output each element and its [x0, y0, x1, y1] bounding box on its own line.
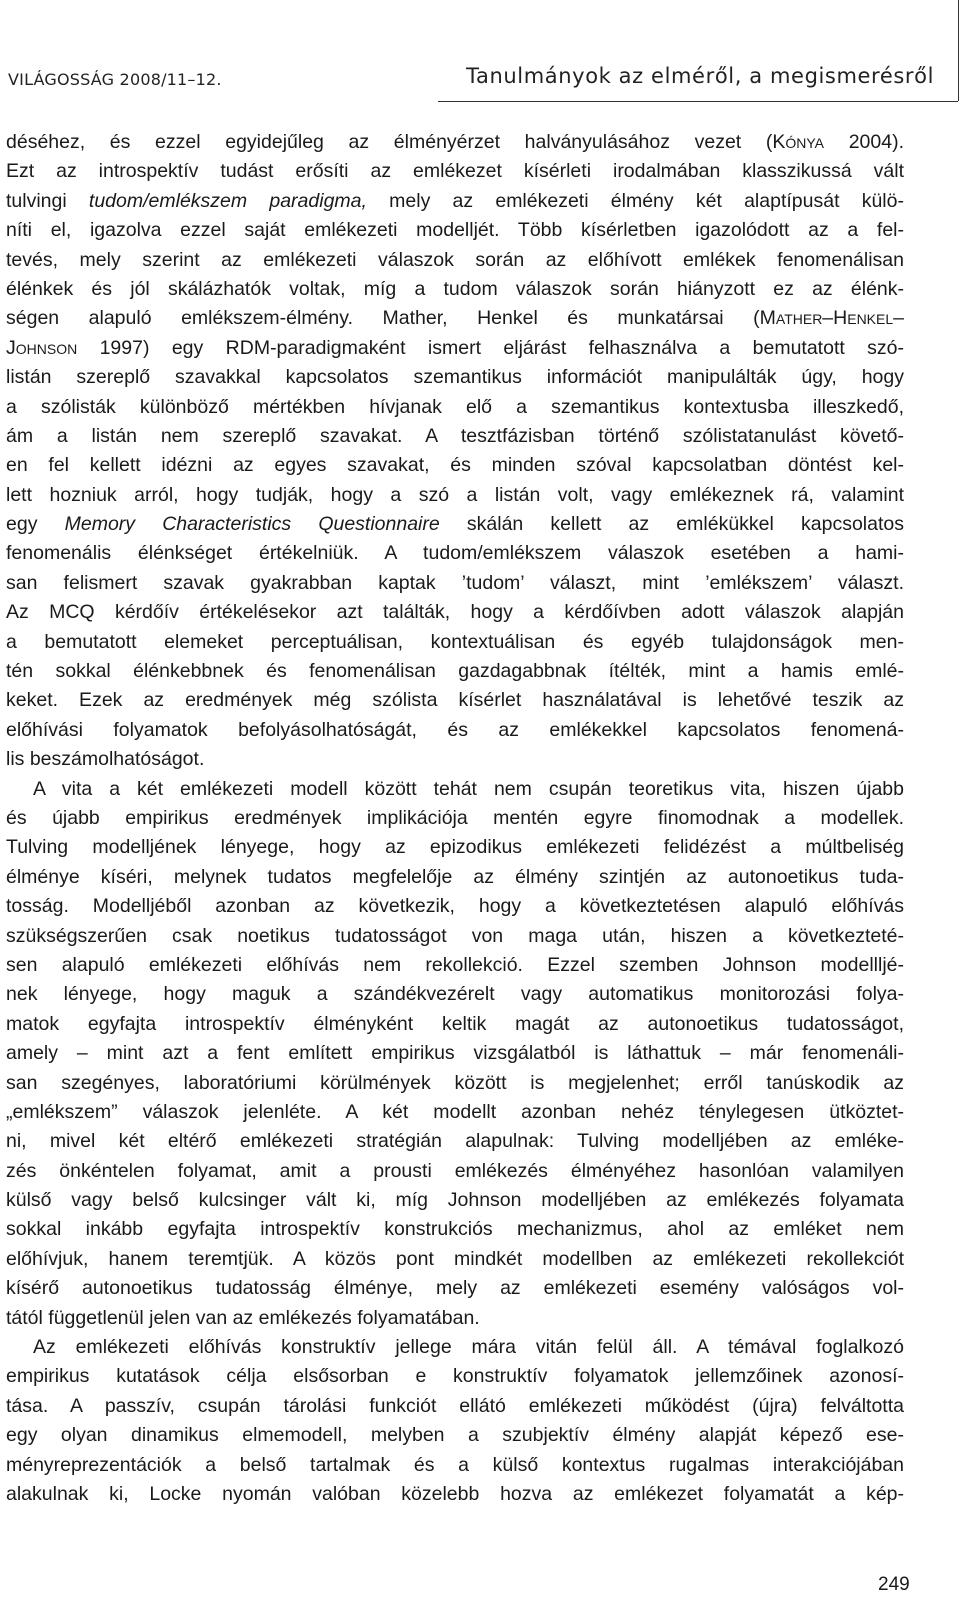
text-line: egy Memory Characteristics Questionnaire skálán kellett az emlékükkel kapcsolatos	[6, 513, 904, 536]
text-line: élénkek és jól skálázhatók voltak, míg a tudom válaszok során hiányzott ez az élénk-	[6, 277, 904, 300]
text-line: A vita a két emlékezeti modell között tehát nem csupán teoretikus vita, hiszen újabb	[33, 777, 904, 800]
text-line: zés önkéntelen folyamat, amit a prousti emlékezés élményéhez hasonlóan valamilyen	[6, 1159, 904, 1182]
text-line: san szegényes, laboratóriumi körülmények között is megjelenhet; erről tanúskodik az	[6, 1071, 904, 1094]
text-line: amely – mint azt a fent említett empirikus vizsgálatból is láthattuk – már fenomenáli-	[6, 1042, 904, 1065]
header-rule	[438, 101, 958, 102]
journal-issue: VILÁGOSSÁG 2008/11–12.	[8, 70, 222, 89]
text-line: níti el, igazolva ezzel saját emlékezeti modelljét. Több kísérletben igazolódott az a fel-	[6, 219, 904, 242]
section-title: Tanulmányok az elméről, a megismerésről	[466, 64, 934, 88]
page-number: 249	[878, 1574, 910, 1595]
text-line: előhívjuk, hanem teremtjük. A közös pont mindkét modellben az emlékezeti rekollekciót	[6, 1247, 904, 1270]
text-line: Ezt az introspektív tudást erősíti az emlékezet kísérleti irodalmában klasszikussá vált	[6, 160, 904, 183]
text-line: szükségszerűen csak noetikus tudatosságot von maga után, hiszen a következteté-	[6, 924, 904, 947]
running-header	[0, 0, 960, 104]
text-line: fenomenális élénkséget értékelniük. A tudom/emlékszem válaszok esetében a hami-	[6, 542, 904, 565]
text-line: ményreprezentációk a belső tartalmak és a külső kontextus rugalmas interakciójában	[6, 1453, 904, 1476]
text-line: sokkal inkább egyfajta introspektív konstrukciós mechanizmus, ahol az emléket nem	[6, 1218, 904, 1241]
text-line: tától függetlenül jelen van az emlékezés folyamatában.	[6, 1306, 480, 1329]
text-line: lett hozniuk arról, hogy tudják, hogy a szó a listán volt, vagy emlékeznek rá, valamint	[6, 483, 904, 506]
text-line: tása. A passzív, csupán tárolási funkciót ellátó emlékezeti működést (újra) felváltotta	[6, 1394, 904, 1417]
text-line: kísérő autonoetikus tudatosság élménye, mely az emlékezeti esemény valóságos vol-	[6, 1277, 904, 1300]
article-body	[6, 128, 904, 1509]
text-line: „emlékszem” válaszok jelenléte. A két modellt azonban nehéz ténylegesen ütköztet-	[6, 1100, 904, 1123]
text-line: előhívási folyamatok befolyásolhatóságát, és az emlékekkel kapcsolatos fenomená-	[6, 718, 904, 741]
text-line: a szólisták különböző mértékben hívjanak elő a szemantikus kontextusba illeszkedő,	[6, 395, 904, 418]
text-line: egy olyan dinamikus elmemodell, melyben a szubjektív élmény alapját képező ese-	[6, 1424, 904, 1447]
text-line: san felismert szavak gyakrabban kaptak ’tudom’ választ, mint ’emlékszem’ választ.	[6, 571, 904, 594]
text-line: tevés, mely szerint az emlékezeti válaszok során az előhívott emlékek fenomenálisan	[6, 248, 904, 271]
text-line: nek lényege, hogy maguk a szándékvezérelt vagy automatikus monitorozási folya-	[6, 983, 904, 1006]
text-line: tosság. Modelljéből azonban az következik, hogy a következtetésen alapuló előhívás	[6, 895, 904, 918]
text-line: Az MCQ kérdőív értékelésekor azt találták, hogy a kérdőívben adott válaszok alapján	[6, 601, 904, 624]
text-line: és újabb empirikus eredmények implikációja mentén egyre finomodnak a modellek.	[6, 806, 904, 829]
text-line: matok egyfajta introspektív élményként keltik magát az autonoetikus tudatosságot,	[6, 1012, 904, 1035]
text-line: tén sokkal élénkebbnek és fenomenálisan gazdagabbnak ítélték, mint a hamis emlé-	[6, 660, 904, 683]
header-vertical-rule	[958, 0, 959, 101]
text-line: déséhez, és ezzel egyidejűleg az élményérzet halványulásához vezet (Kónya 2004).	[6, 131, 904, 153]
text-line: Tulving modelljének lényege, hogy az epizodikus emlékezeti felidézést a múltbeliség	[6, 836, 904, 859]
text-line: tulvingi tudom/emlékszem paradigma, mely az emlékezeti élmény két alaptípusát külö-	[6, 189, 904, 212]
text-line: keket. Ezek az eredmények még szólista kísérlet használatával is lehetővé teszik az	[6, 689, 904, 712]
text-line: ségen alapuló emlékszem-élmény. Mather, Henkel és munkatársai (Mather–Henkel–	[6, 307, 904, 330]
text-line: alakulnak ki, Locke nyomán valóban közelebb hozva az emlékezet folyamatát a kép-	[6, 1482, 904, 1505]
text-line: a bemutatott elemeket perceptuálisan, kontextuálisan és egyéb tulajdonságok men-	[6, 630, 904, 653]
text-line: Johnson 1997) egy RDM-paradigmaként ismert eljárást felhasználva a bemutatott szó-	[6, 336, 904, 359]
text-line: ni, mivel két eltérő emlékezeti stratégián alapulnak: Tulving modelljében az emléke-	[6, 1130, 904, 1153]
text-line: sen alapuló emlékezeti előhívás nem rekollekció. Ezzel szemben Johnson modellljé-	[6, 953, 904, 976]
text-line: empirikus kutatások célja elsősorban e konstruktív folyamatok jellemzőinek azonosí-	[6, 1365, 904, 1388]
text-line: lis beszámolhatóságot.	[6, 748, 205, 771]
text-line: en fel kellett idézni az egyes szavakat, és minden szóval kapcsolatban döntést kel-	[6, 454, 904, 477]
text-line: listán szereplő szavakkal kapcsolatos szemantikus információt manipulálták úgy, hogy	[6, 366, 904, 389]
text-line: élménye kíséri, melynek tudatos megfelelője az élmény szintjén az autonoetikus tuda-	[6, 865, 904, 888]
text-line: Az emlékezeti előhívás konstruktív jellege mára vitán felül áll. A témával foglalkozó	[33, 1336, 904, 1359]
text-line: ám a listán nem szereplő szavakat. A tesztfázisban történő szólistatanulást követő-	[6, 424, 904, 447]
text-line: külső vagy belső kulcsinger vált ki, míg Johnson modelljében az emlékezés folyamata	[6, 1189, 904, 1212]
